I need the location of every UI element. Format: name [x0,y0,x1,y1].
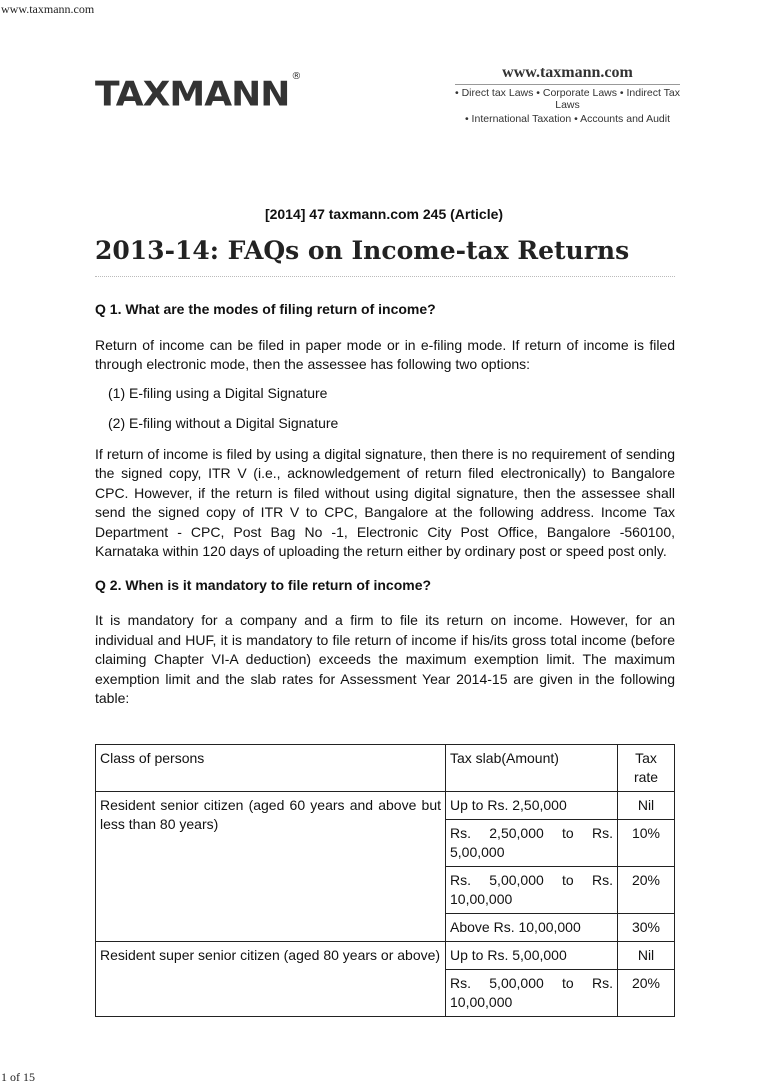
rate-cell: 10% [618,820,675,867]
slab-cell: Rs. 2,50,000 to Rs. 5,00,000 [446,820,618,867]
page-counter: 1 of 15 [1,1070,35,1084]
rate-cell: 30% [618,914,675,942]
article-title: 2013-14: FAQs on Income-tax Returns [95,236,630,265]
page-bottom-margin [0,1018,768,1068]
slab-cell: Up to Rs. 5,00,000 [446,942,618,970]
header-slab: Tax slab(Amount) [446,745,618,792]
q1-paragraph-2: If return of income is filed by using a digital signature, then there is no requirement of sending the signed copy, ITR V (i.e., acknowledgement of return filed electronically) to Bangalore CPC. However, if the return is filed without using digital signature, then the assessee shall send the signed copy of ITR V to CPC, Bangalore at the following address. Income Tax Department - CPC, Post Bag No -1, Electronic City Post Office, Bangalore -560100, Karnataka within 120 days of uploading the return either by ordinary post or speed post only. [95,445,675,559]
slab-cell: Above Rs. 10,00,000 [446,914,618,942]
tax-slab-table [95,744,675,1017]
header-tagline-2: • International Taxation • Accounts and Audit [464,113,671,125]
page-url: www.taxmann.com [1,2,95,16]
slab-cell: Rs. 5,00,000 to Rs. 10,00,000 [446,970,618,1017]
slab-cell: Up to Rs. 2,50,000 [446,792,618,820]
q1-paragraph-1: Return of income can be filed in paper mode or in e-filing mode. If return of income is filed through electronic mode, then the assessee has following two options: [95,336,675,372]
header-site: www.taxmann.com [455,64,680,85]
header-class: Class of persons [96,745,446,792]
article-body [95,300,675,718]
rate-cell: Nil [618,792,675,820]
q2-paragraph-1: It is mandatory for a company and a firm to file its return on income. However, for an individual and HUF, it is mandatory to file return of income if his/its gross total income (before claiming Chapter VI-A deduction) exceeds the maximum exemption limit. The maximum exemption limit and the slab rates for Assessment Year 2014-15 are given in the following table: [95,612,675,706]
title-divider [95,276,675,277]
table-row [96,942,675,970]
rate-cell: 20% [618,867,675,914]
class-cell: Resident senior citizen (aged 60 years and above but less than 80 years) [96,792,446,942]
taxmann-logo [95,71,301,114]
table-header-row [96,745,675,792]
rate-cell: 20% [618,970,675,1017]
registered-mark: ® [291,71,301,82]
logo-text: TAXMANN [95,75,290,114]
header-tagline-1: • Direct tax Laws • Corporate Laws • Indirect Tax Laws [455,87,681,111]
question-1: Q 1. What are the modes of filing return of income? [95,301,436,317]
rate-cell: Nil [618,942,675,970]
article-citation: [2014] 47 taxmann.com 245 (Article) [264,206,504,222]
class-cell: Resident super senior citizen (aged 80 years or above) [96,942,446,1017]
header-tagline-block [455,64,680,125]
slab-cell: Rs. 5,00,000 to Rs. 10,00,000 [446,867,618,914]
question-2: Q 2. When is it mandatory to file return of income? [95,576,432,593]
header-rate: Tax rate [618,745,675,792]
q1-option-1: (1) E-filing using a Digital Signature [108,384,328,401]
table-row [96,792,675,820]
q1-option-2: (2) E-filing without a Digital Signature [108,415,339,431]
